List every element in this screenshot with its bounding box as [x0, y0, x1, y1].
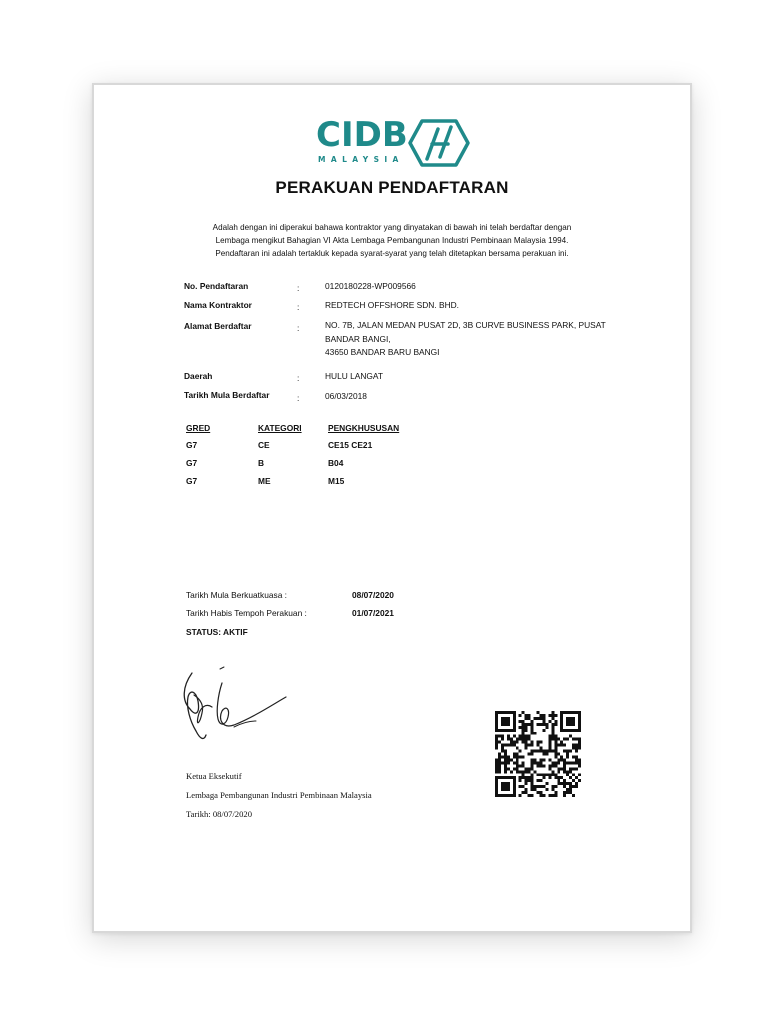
- grade-cell: G7: [186, 458, 198, 468]
- document-title: PERAKUAN PENDAFTARAN: [275, 178, 509, 197]
- pengkhususan-header: PENGKHUSUSAN: [328, 423, 400, 433]
- tarikh-mula-label: Tarikh Mula Berdaftar: [184, 390, 270, 400]
- intro-paragraph: [182, 221, 602, 260]
- tarikh-mula-value: 06/03/2018: [325, 391, 367, 401]
- signatory-org: Lembaga Pembangunan Industri Pembinaan Malaysia: [186, 790, 372, 800]
- nama-kontraktor-value: REDTECH OFFSHORE SDN. BHD.: [325, 300, 460, 310]
- specialization-cell: CE15 CE21: [328, 440, 373, 450]
- logo-wordmark: CIDB: [316, 115, 408, 155]
- gred-header: GRED: [186, 423, 211, 433]
- qr-code-icon: [495, 711, 581, 797]
- habis-label: Tarikh Habis Tempoh Perakuan :: [186, 608, 307, 618]
- colon: :: [297, 393, 300, 403]
- category-cell: CE: [258, 440, 270, 450]
- colon: :: [297, 302, 300, 312]
- specialization-cell: M15: [328, 476, 345, 486]
- alamat-line: 43650 BANDAR BARU BANGI: [325, 347, 440, 357]
- signatory-date: Tarikh: 08/07/2020: [186, 809, 252, 819]
- berkuatkuasa-label: Tarikh Mula Berkuatkuasa :: [186, 590, 288, 600]
- alamat-line: NO. 7B, JALAN MEDAN PUSAT 2D, 3B CURVE BUSINESS PARK, PUSAT: [325, 320, 606, 330]
- habis-value: 01/07/2021: [352, 608, 394, 618]
- status-badge: STATUS: AKTIF: [186, 627, 248, 637]
- no-pendaftaran-value: 0120180228-WP009566: [325, 281, 416, 291]
- cidb-logo: [316, 117, 472, 169]
- berkuatkuasa-value: 08/07/2020: [352, 590, 394, 600]
- colon: :: [297, 323, 300, 333]
- category-cell: B: [258, 458, 265, 468]
- cidb-hexagon-icon: [408, 119, 470, 167]
- colon: :: [297, 373, 300, 383]
- daerah-value: HULU LANGAT: [325, 371, 384, 381]
- grade-cell: G7: [186, 440, 198, 450]
- signatory-role: Ketua Eksekutif: [186, 771, 242, 781]
- intro-line: Lembaga mengikut Bahagian VI Akta Lembaga Pembangunan Industri Pembinaan Malaysia 1994.: [215, 236, 569, 245]
- kategori-header: KATEGORI: [258, 423, 302, 433]
- alamat-label: Alamat Berdaftar: [184, 321, 252, 331]
- alamat-value: [325, 319, 645, 360]
- daerah-label: Daerah: [184, 371, 213, 381]
- alamat-line: BANDAR BANGI,: [325, 333, 391, 344]
- nama-kontraktor-label: Nama Kontraktor: [184, 300, 252, 310]
- grade-cell: G7: [186, 476, 198, 486]
- colon: :: [297, 283, 300, 293]
- specialization-cell: B04: [328, 458, 344, 468]
- logo-subtitle: MALAYSIA: [318, 155, 404, 164]
- no-pendaftaran-label: No. Pendaftaran: [184, 281, 249, 291]
- category-cell: ME: [258, 476, 271, 486]
- intro-line: Pendaftaran ini adalah tertakluk kepada syarat-syarat yang telah ditetapkan bersama perakuan ini.: [215, 249, 569, 258]
- intro-line: Adalah dengan ini diperakui bahawa kontraktor yang dinyatakan di bawah ini telah berdaftar dengan: [212, 223, 572, 232]
- certificate-page: [92, 83, 692, 933]
- signature-icon: [176, 655, 306, 750]
